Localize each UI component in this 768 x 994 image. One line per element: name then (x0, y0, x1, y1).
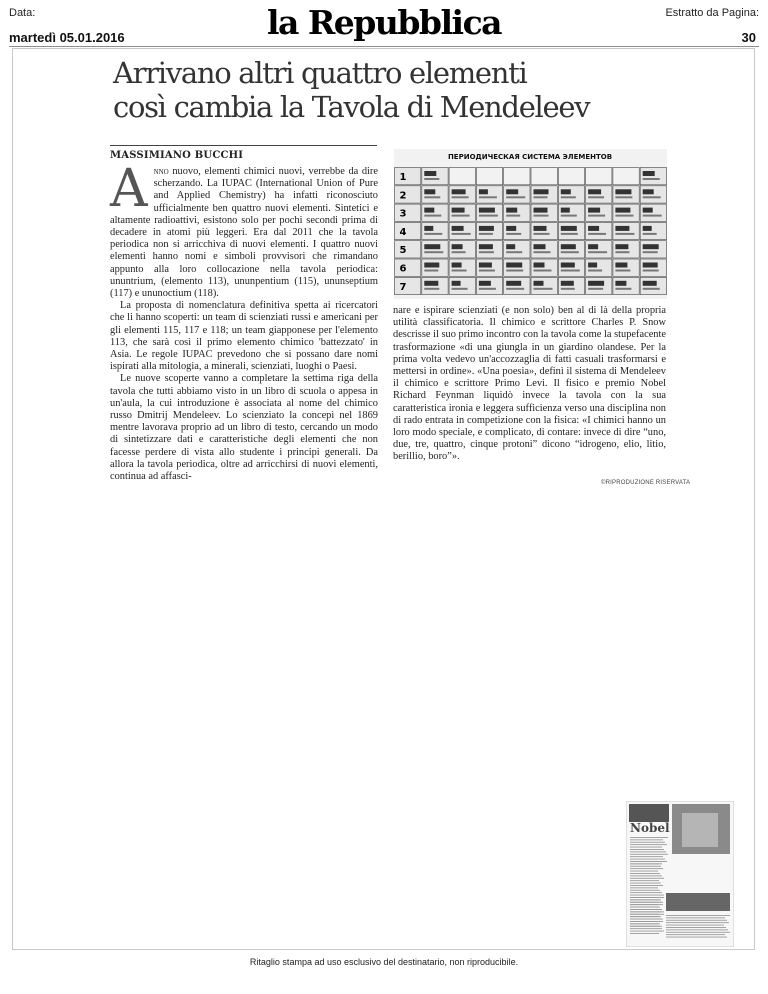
paragraph-3: Le nuove scoperte vanno a completare la settima riga della tavola che tutti abbiamo visto in un libro di scuola o appesa in un'aula, la cui introduzione è associata al nome del chimico russo Dmitrij Mendeleev. Lo scienziato la concepì nel 1869 mentre lavorava proprio ad un libro di testo, cercando un modo di sintetizzare dati e caratteristiche degli elementi che non facesse perdere di vista allo studente i principi generali. Da allora la tavola periodica, oltre ad arricchirsi di nuovi elementi, continua ad affasci- (110, 373, 378, 483)
period-number: 4 (399, 226, 407, 238)
headline-line-2: così cambia la Tavola di Mendeleev (113, 90, 590, 124)
period-number: 6 (399, 263, 407, 275)
copyright-credit: ©RIPRODUZIONE RISERVATA (601, 480, 691, 486)
period-number: 2 (399, 190, 407, 202)
page-number: 30 (741, 30, 756, 45)
date-label: Data: (9, 7, 36, 19)
page-thumbnail (626, 801, 734, 947)
article-column-left (110, 159, 378, 483)
periodic-table-photo (394, 149, 667, 299)
period-number: 7 (399, 281, 407, 293)
article-column-right (393, 305, 666, 464)
date-value: martedì 05.01.2016 (9, 30, 125, 45)
publication-logo: la Repubblica (266, 3, 502, 42)
paragraph-2: La proposta di nomenclatura definitiva spetta ai ricercatori che li hanno scoperti: un team di scienziati russi e americani per gli elementi 115, 117 e 118; un team giapponese per l'elemento 113, che sarà così il primo elemento chimico 'battezzato' in Asia. Le regole IUPAC prevedono che si possano dare nomi ispirati alla mitologia, a minerali, scienziati, luoghi o Paesi. (110, 300, 378, 373)
paragraph-lead (110, 159, 378, 300)
byline-divider (110, 145, 377, 146)
footer-disclaimer: Ritaglio stampa ad uso esclusivo del destinatario, non riproducibile. (249, 957, 519, 967)
paragraph-1-text: nuovo, elementi chimici nuovi, verrebbe da dire scherzando. La IUPAC (International Union of Pure and Applied Chemistry) ha infatti riconosciuto ufficialmente ben quattro nuovi elementi. Sintetici e altamente radioattivi, esistono solo per pochi secondi prima di decadere in atomi più leggeri. Era dal 2011 che la tavola periodica non si arricchiva di nuovi elementi. I quattro nuovi elementi hanno nomi e simboli provvisori che rimandano appunto alla loro collocazione nella tavola periodica: ununtrium, (elemento 113), ununpentium (115), ununseptium (117) e ununoctium (118). (110, 166, 378, 300)
lead-smallcaps: nno (153, 166, 169, 177)
page-label: Estratto da Pagina: (665, 7, 759, 19)
thumbnail-word: Nobel (630, 821, 670, 835)
byline: MASSIMIANO BUCCHI (110, 150, 244, 161)
period-number: 5 (399, 245, 407, 257)
period-number: 1 (399, 172, 407, 183)
periodic-table-title: ПЕРИОДИЧЕСКАЯ СИСТЕМА ЭЛЕМЕНТОВ (447, 153, 613, 161)
header-divider (9, 46, 759, 47)
paragraph-4: nare e ispirare scienziati (e non solo) ben al di là della propria utilità classificatoria. Il chimico e scrittore Charles P. Snow descrisse il suo primo incontro con la tavola come la stupefacente trasformazione «di una giungla in un giardino olandese. Per la prima volta vedevo un'accozzaglia di fatti casuali trasformarsi e mettersi in ordine». «Una poesia», definì il sistema di Mendeleev il chimico e scrittore Primo Levi. Il fisico e premio Nobel Richard Feynman liquidò invece la tavola con la sua caratteristica ironia e leggera sufficienza verso una disciplina non di rado entrata in competizione con la fisica: «I chimici hanno un loro modo speciale, e complicato, di contare: invece di dire “uno, due, tre, quattro, cinque protoni” dicono “idrogeno, elio, litio, berillio, boro”». (393, 305, 666, 463)
drop-cap: A (110, 159, 148, 219)
headline-line-1: Arrivano altri quattro elementi (113, 56, 527, 90)
period-number: 3 (399, 208, 407, 220)
article-headline (113, 56, 589, 124)
